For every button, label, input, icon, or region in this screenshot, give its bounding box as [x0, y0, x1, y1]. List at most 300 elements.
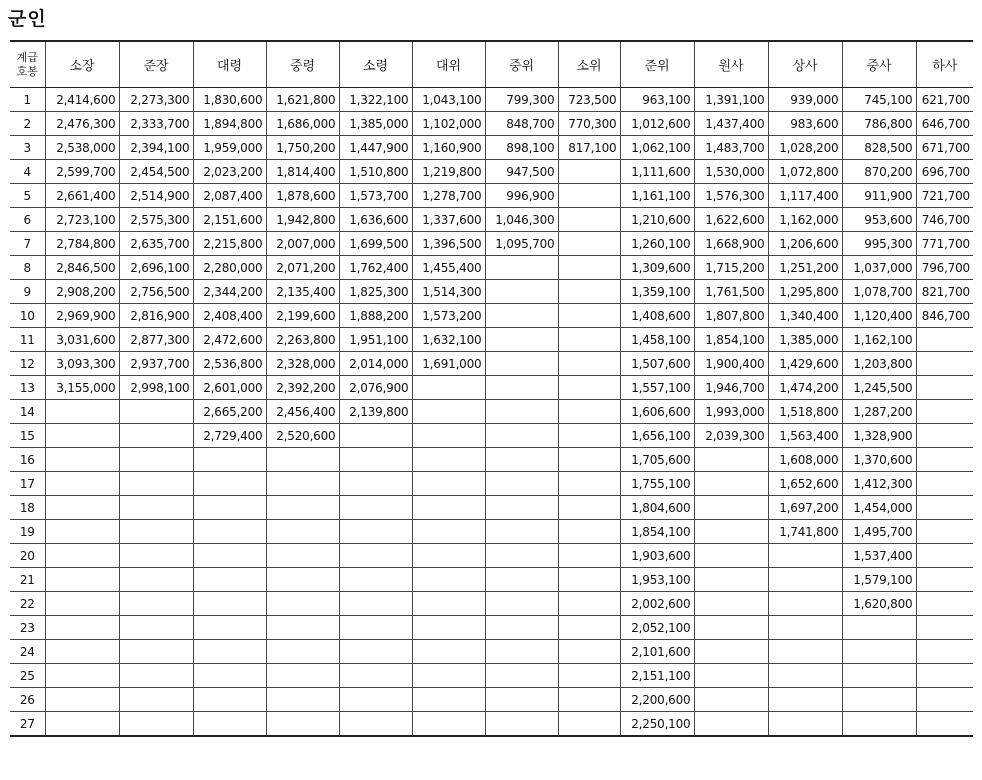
- salary-cell: 846,700: [916, 304, 973, 328]
- salary-cell: 821,700: [916, 280, 973, 304]
- salary-cell: 2,014,000: [339, 352, 412, 376]
- step-cell: 19: [10, 520, 45, 544]
- salary-cell: 1,563,400: [768, 424, 842, 448]
- salary-cell: 2,937,700: [119, 352, 193, 376]
- salary-cell: [119, 640, 193, 664]
- salary-cell: [558, 184, 620, 208]
- salary-cell: 1,755,100: [620, 472, 694, 496]
- table-row: [10, 640, 973, 664]
- step-cell: 15: [10, 424, 45, 448]
- salary-cell: 745,100: [842, 88, 916, 112]
- salary-cell: 828,500: [842, 136, 916, 160]
- salary-cell: 1,807,800: [694, 304, 768, 328]
- salary-cell: 2,723,100: [45, 208, 119, 232]
- table-row: [10, 88, 973, 112]
- step-cell: 3: [10, 136, 45, 160]
- salary-cell: [339, 424, 412, 448]
- salary-cell: 1,328,900: [842, 424, 916, 448]
- table-row: [10, 616, 973, 640]
- salary-cell: [768, 688, 842, 712]
- step-cell: 11: [10, 328, 45, 352]
- salary-cell: [119, 616, 193, 640]
- salary-cell: 1,117,400: [768, 184, 842, 208]
- salary-cell: 1,203,800: [842, 352, 916, 376]
- step-cell: 24: [10, 640, 45, 664]
- salary-cell: [412, 712, 485, 737]
- salary-cell: 1,606,600: [620, 400, 694, 424]
- salary-cell: 1,888,200: [339, 304, 412, 328]
- salary-cell: 786,800: [842, 112, 916, 136]
- table-row: [10, 712, 973, 737]
- salary-cell: [694, 472, 768, 496]
- salary-cell: [412, 640, 485, 664]
- step-cell: 1: [10, 88, 45, 112]
- salary-cell: 1,043,100: [412, 88, 485, 112]
- salary-cell: [45, 664, 119, 688]
- salary-cell: 1,668,900: [694, 232, 768, 256]
- step-cell: 26: [10, 688, 45, 712]
- salary-cell: [193, 640, 266, 664]
- salary-cell: [45, 592, 119, 616]
- step-cell: 27: [10, 712, 45, 737]
- salary-cell: [485, 328, 558, 352]
- salary-cell: [45, 712, 119, 737]
- salary-cell: [119, 568, 193, 592]
- salary-cell: [558, 688, 620, 712]
- salary-cell: [485, 496, 558, 520]
- salary-cell: 1,530,000: [694, 160, 768, 184]
- salary-cell: 1,012,600: [620, 112, 694, 136]
- rank-header: 소장: [45, 41, 119, 88]
- salary-cell: 1,120,400: [842, 304, 916, 328]
- step-cell: 5: [10, 184, 45, 208]
- salary-cell: 1,458,100: [620, 328, 694, 352]
- table-row: [10, 160, 973, 184]
- salary-cell: [916, 592, 973, 616]
- salary-cell: 1,455,400: [412, 256, 485, 280]
- salary-cell: [412, 688, 485, 712]
- salary-cell: [842, 712, 916, 737]
- salary-cell: 1,750,200: [266, 136, 339, 160]
- salary-cell: [119, 544, 193, 568]
- salary-cell: 1,514,300: [412, 280, 485, 304]
- salary-cell: 1,854,100: [620, 520, 694, 544]
- salary-cell: 2,661,400: [45, 184, 119, 208]
- salary-cell: 1,686,000: [266, 112, 339, 136]
- salary-cell: 2,908,200: [45, 280, 119, 304]
- salary-cell: [193, 544, 266, 568]
- salary-cell: 3,031,600: [45, 328, 119, 352]
- salary-cell: [266, 568, 339, 592]
- step-cell: 7: [10, 232, 45, 256]
- salary-cell: 1,160,900: [412, 136, 485, 160]
- salary-cell: 1,412,300: [842, 472, 916, 496]
- salary-cell: 2,877,300: [119, 328, 193, 352]
- salary-cell: 1,111,600: [620, 160, 694, 184]
- salary-cell: 1,622,600: [694, 208, 768, 232]
- salary-cell: 771,700: [916, 232, 973, 256]
- salary-cell: 3,093,300: [45, 352, 119, 376]
- salary-cell: [916, 568, 973, 592]
- table-row: [10, 496, 973, 520]
- salary-cell: 1,278,700: [412, 184, 485, 208]
- salary-cell: [768, 544, 842, 568]
- salary-cell: 1,429,600: [768, 352, 842, 376]
- salary-cell: [558, 400, 620, 424]
- salary-cell: 1,454,000: [842, 496, 916, 520]
- table-row: [10, 184, 973, 208]
- salary-cell: [485, 352, 558, 376]
- salary-cell: [119, 688, 193, 712]
- table-body: [10, 88, 973, 737]
- salary-cell: 1,322,100: [339, 88, 412, 112]
- salary-cell: [485, 640, 558, 664]
- salary-cell: [558, 640, 620, 664]
- salary-cell: 1,408,600: [620, 304, 694, 328]
- header-row: [10, 41, 973, 88]
- salary-cell: 1,830,600: [193, 88, 266, 112]
- salary-cell: [45, 640, 119, 664]
- salary-cell: 2,476,300: [45, 112, 119, 136]
- step-cell: 8: [10, 256, 45, 280]
- salary-cell: [842, 664, 916, 688]
- salary-cell: [485, 568, 558, 592]
- salary-cell: [193, 688, 266, 712]
- salary-cell: 1,078,700: [842, 280, 916, 304]
- salary-cell: [768, 640, 842, 664]
- salary-cell: [916, 520, 973, 544]
- salary-cell: [916, 712, 973, 737]
- salary-cell: 1,206,600: [768, 232, 842, 256]
- salary-cell: 2,520,600: [266, 424, 339, 448]
- salary-cell: 1,946,700: [694, 376, 768, 400]
- salary-cell: [558, 376, 620, 400]
- rank-header: 준위: [620, 41, 694, 88]
- salary-cell: [45, 400, 119, 424]
- salary-cell: 1,804,600: [620, 496, 694, 520]
- salary-cell: [119, 472, 193, 496]
- salary-cell: 1,028,200: [768, 136, 842, 160]
- salary-cell: 2,087,400: [193, 184, 266, 208]
- salary-cell: 2,456,400: [266, 400, 339, 424]
- step-cell: 17: [10, 472, 45, 496]
- salary-cell: [119, 496, 193, 520]
- salary-cell: [266, 448, 339, 472]
- salary-cell: 2,784,800: [45, 232, 119, 256]
- salary-cell: 1,474,200: [768, 376, 842, 400]
- salary-cell: 1,761,500: [694, 280, 768, 304]
- salary-cell: [45, 688, 119, 712]
- salary-cell: 1,608,000: [768, 448, 842, 472]
- salary-cell: [768, 664, 842, 688]
- salary-cell: [558, 568, 620, 592]
- salary-cell: [412, 616, 485, 640]
- salary-cell: [45, 544, 119, 568]
- salary-cell: [694, 616, 768, 640]
- salary-cell: [193, 712, 266, 737]
- salary-cell: 2,273,300: [119, 88, 193, 112]
- salary-cell: [694, 544, 768, 568]
- salary-cell: [558, 232, 620, 256]
- salary-cell: [193, 496, 266, 520]
- salary-cell: [119, 400, 193, 424]
- salary-cell: 2,280,000: [193, 256, 266, 280]
- salary-cell: 746,700: [916, 208, 973, 232]
- salary-cell: 2,344,200: [193, 280, 266, 304]
- rank-header: 중위: [485, 41, 558, 88]
- salary-cell: 1,219,800: [412, 160, 485, 184]
- salary-cell: 2,151,600: [193, 208, 266, 232]
- salary-cell: 2,665,200: [193, 400, 266, 424]
- salary-cell: [45, 472, 119, 496]
- salary-cell: 1,370,600: [842, 448, 916, 472]
- salary-cell: [119, 592, 193, 616]
- salary-cell: [45, 568, 119, 592]
- table-row: [10, 472, 973, 496]
- salary-cell: 2,250,100: [620, 712, 694, 737]
- salary-cell: [485, 400, 558, 424]
- salary-cell: 1,573,700: [339, 184, 412, 208]
- salary-cell: [45, 616, 119, 640]
- salary-cell: 2,729,400: [193, 424, 266, 448]
- step-cell: 10: [10, 304, 45, 328]
- salary-cell: 1,295,800: [768, 280, 842, 304]
- salary-cell: [45, 448, 119, 472]
- salary-cell: 2,846,500: [45, 256, 119, 280]
- salary-cell: 1,046,300: [485, 208, 558, 232]
- salary-cell: [266, 520, 339, 544]
- salary-cell: [266, 496, 339, 520]
- salary-cell: [485, 712, 558, 737]
- rank-header: 중령: [266, 41, 339, 88]
- page-title: 군인: [8, 8, 47, 30]
- salary-cell: 1,072,800: [768, 160, 842, 184]
- salary-cell: 2,007,000: [266, 232, 339, 256]
- salary-cell: 1,652,600: [768, 472, 842, 496]
- salary-cell: 1,620,800: [842, 592, 916, 616]
- salary-cell: [485, 424, 558, 448]
- salary-cell: [485, 448, 558, 472]
- salary-cell: 1,210,600: [620, 208, 694, 232]
- salary-cell: 770,300: [558, 112, 620, 136]
- salary-cell: 2,454,500: [119, 160, 193, 184]
- rank-header: 대위: [412, 41, 485, 88]
- salary-cell: [45, 520, 119, 544]
- step-cell: 2: [10, 112, 45, 136]
- step-cell: 13: [10, 376, 45, 400]
- salary-cell: 1,161,100: [620, 184, 694, 208]
- salary-cell: 963,100: [620, 88, 694, 112]
- salary-cell: 2,599,700: [45, 160, 119, 184]
- salary-cell: 1,245,500: [842, 376, 916, 400]
- salary-cell: [558, 544, 620, 568]
- rank-header: 상사: [768, 41, 842, 88]
- salary-cell: 1,260,100: [620, 232, 694, 256]
- salary-cell: [916, 400, 973, 424]
- salary-cell: [768, 592, 842, 616]
- salary-cell: 817,100: [558, 136, 620, 160]
- table-row: [10, 664, 973, 688]
- step-cell: 22: [10, 592, 45, 616]
- table-row: [10, 688, 973, 712]
- salary-cell: [485, 304, 558, 328]
- salary-cell: 1,447,900: [339, 136, 412, 160]
- salary-cell: 1,854,100: [694, 328, 768, 352]
- salary-cell: [193, 448, 266, 472]
- salary-cell: 1,573,200: [412, 304, 485, 328]
- salary-cell: [339, 472, 412, 496]
- salary-cell: [412, 400, 485, 424]
- salary-cell: [916, 328, 973, 352]
- salary-cell: [193, 592, 266, 616]
- table-row: [10, 520, 973, 544]
- salary-cell: [119, 664, 193, 688]
- salary-cell: 646,700: [916, 112, 973, 136]
- salary-cell: 1,162,100: [842, 328, 916, 352]
- salary-cell: 621,700: [916, 88, 973, 112]
- step-cell: 9: [10, 280, 45, 304]
- table-row: [10, 352, 973, 376]
- salary-cell: [412, 544, 485, 568]
- salary-cell: [266, 688, 339, 712]
- salary-cell: 1,951,100: [339, 328, 412, 352]
- salary-cell: [558, 616, 620, 640]
- salary-cell: 1,762,400: [339, 256, 412, 280]
- salary-cell: [485, 592, 558, 616]
- salary-cell: 1,953,100: [620, 568, 694, 592]
- salary-cell: 1,391,100: [694, 88, 768, 112]
- table-row: [10, 280, 973, 304]
- salary-cell: [339, 448, 412, 472]
- salary-cell: 1,705,600: [620, 448, 694, 472]
- salary-cell: 2,635,700: [119, 232, 193, 256]
- salary-cell: 2,969,900: [45, 304, 119, 328]
- salary-cell: 2,514,900: [119, 184, 193, 208]
- salary-cell: 1,697,200: [768, 496, 842, 520]
- salary-cell: [694, 496, 768, 520]
- salary-cell: 2,076,900: [339, 376, 412, 400]
- salary-cell: 2,328,000: [266, 352, 339, 376]
- salary-cell: 1,903,600: [620, 544, 694, 568]
- salary-cell: 1,396,500: [412, 232, 485, 256]
- salary-cell: [768, 568, 842, 592]
- salary-cell: [916, 376, 973, 400]
- step-cell: 21: [10, 568, 45, 592]
- salary-cell: 2,139,800: [339, 400, 412, 424]
- salary-cell: 1,359,100: [620, 280, 694, 304]
- salary-cell: 1,507,600: [620, 352, 694, 376]
- salary-cell: 870,200: [842, 160, 916, 184]
- salary-cell: 3,155,000: [45, 376, 119, 400]
- salary-cell: [558, 496, 620, 520]
- salary-cell: [412, 472, 485, 496]
- salary-cell: [119, 448, 193, 472]
- salary-cell: [485, 616, 558, 640]
- salary-cell: [558, 472, 620, 496]
- salary-cell: [916, 352, 973, 376]
- salary-cell: [694, 712, 768, 737]
- salary-cell: 2,472,600: [193, 328, 266, 352]
- salary-cell: [339, 544, 412, 568]
- salary-cell: 848,700: [485, 112, 558, 136]
- salary-cell: 671,700: [916, 136, 973, 160]
- salary-cell: 2,002,600: [620, 592, 694, 616]
- rank-header: 소위: [558, 41, 620, 88]
- salary-cell: [694, 664, 768, 688]
- salary-cell: [485, 280, 558, 304]
- corner-header: [10, 41, 45, 88]
- salary-cell: 1,900,400: [694, 352, 768, 376]
- salary-cell: [412, 568, 485, 592]
- table-row: [10, 208, 973, 232]
- salary-cell: 2,101,600: [620, 640, 694, 664]
- salary-cell: [412, 592, 485, 616]
- salary-cell: 2,756,500: [119, 280, 193, 304]
- salary-cell: 1,579,100: [842, 568, 916, 592]
- salary-cell: 1,337,600: [412, 208, 485, 232]
- salary-cell: [558, 712, 620, 737]
- salary-cell: [193, 664, 266, 688]
- salary-cell: 983,600: [768, 112, 842, 136]
- salary-cell: 2,575,300: [119, 208, 193, 232]
- salary-cell: 2,816,900: [119, 304, 193, 328]
- salary-cell: [916, 448, 973, 472]
- salary-cell: [558, 592, 620, 616]
- rank-header: 준장: [119, 41, 193, 88]
- salary-cell: 723,500: [558, 88, 620, 112]
- salary-cell: [485, 520, 558, 544]
- salary-cell: [485, 256, 558, 280]
- salary-cell: [485, 544, 558, 568]
- salary-cell: [842, 616, 916, 640]
- salary-cell: [412, 376, 485, 400]
- salary-cell: [558, 352, 620, 376]
- salary-cell: [558, 328, 620, 352]
- salary-cell: [694, 688, 768, 712]
- table-row: [10, 544, 973, 568]
- salary-cell: [339, 664, 412, 688]
- salary-cell: 1,251,200: [768, 256, 842, 280]
- salary-cell: 996,900: [485, 184, 558, 208]
- salary-cell: 1,385,000: [339, 112, 412, 136]
- salary-cell: [558, 664, 620, 688]
- salary-cell: [485, 664, 558, 688]
- salary-cell: [119, 712, 193, 737]
- salary-cell: 1,483,700: [694, 136, 768, 160]
- salary-cell: 1,636,600: [339, 208, 412, 232]
- salary-cell: [412, 520, 485, 544]
- salary-cell: 1,621,800: [266, 88, 339, 112]
- step-cell: 6: [10, 208, 45, 232]
- table-row: [10, 448, 973, 472]
- salary-cell: [916, 496, 973, 520]
- salary-cell: 2,414,600: [45, 88, 119, 112]
- table-row: [10, 328, 973, 352]
- rank-header: 하사: [916, 41, 973, 88]
- salary-cell: [916, 544, 973, 568]
- salary-cell: [842, 640, 916, 664]
- salary-cell: 796,700: [916, 256, 973, 280]
- salary-cell: [45, 424, 119, 448]
- salary-cell: 995,300: [842, 232, 916, 256]
- salary-cell: 1,894,800: [193, 112, 266, 136]
- step-cell: 20: [10, 544, 45, 568]
- salary-cell: 2,696,100: [119, 256, 193, 280]
- salary-cell: [412, 424, 485, 448]
- salary-cell: [694, 568, 768, 592]
- salary-cell: 2,052,100: [620, 616, 694, 640]
- salary-cell: [119, 520, 193, 544]
